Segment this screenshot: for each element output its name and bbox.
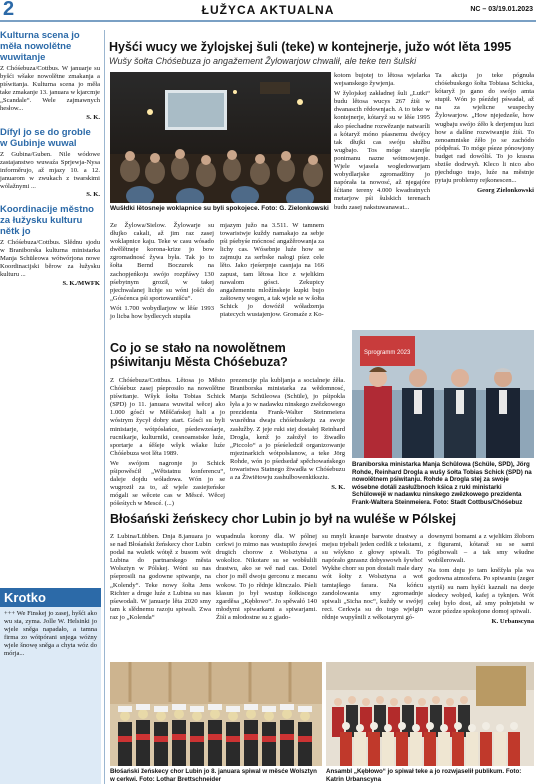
event-hall-photo bbox=[110, 72, 331, 203]
article1-col4 bbox=[435, 72, 534, 197]
article3-photo1-caption: Błośański žeńskecy chor Lubin jo 8. januara spiwal w měsće Wolsztyn w cerkwi. Foto: Lothar Brettschneider bbox=[110, 768, 317, 783]
paragraph: Na tom dnju jo tam kněžyła pla wa godowna atmosfera. Po spiwaniu (zeger styriš) su nam hyšći kaznali na deeje słodecy wobjed, kafej a tyknjen. Wót cełej było dost, až smy połnjetshi w wzor pózdze spokojone domoj spiwali. bbox=[428, 567, 534, 615]
paragraph: downymi bomami a z wjelikim žłobom z figurami, kótaraž su se sami pógibowali – a tak smy wšudne wobšlerowali. bbox=[428, 533, 534, 565]
article-title-difyl: Dífyl jo se do groble w Gubinje wuwal bbox=[0, 126, 91, 149]
page-number: 2 bbox=[3, 0, 15, 20]
paragraph: Z Chóśebuza/Cottbus. Lětosa jo Město Chóśebuz zasej pśeprosiło na nowolětne piświtanje. Wšyk šołta Tobias Schick (SPD) jo 11. januara wuwital wěcej ako 1.000 gósći w Měščańskej hali a jo wóstrym žycył dobry start. Gósći su byli ministarje, wótpósłańce, pśedewześarje, rucnikarje, kulturniki, cesnoamstske luźe, sportarje a śěšeje wšyk wšake luźe Chóśebuza wot lěta 1989. bbox=[110, 377, 225, 457]
krotko-title: Krotko bbox=[0, 588, 101, 607]
article3-col1 bbox=[110, 533, 211, 624]
article-signature: S. K. bbox=[86, 113, 100, 121]
choir-photo bbox=[110, 662, 322, 766]
paragraph: Wót 1.700 wobydlarjow w lěśe 1993 jo licba how bydlecych stupiła bbox=[110, 304, 214, 321]
article3-col4 bbox=[428, 533, 534, 628]
article2-col1 bbox=[110, 377, 225, 511]
article3-header bbox=[110, 512, 535, 526]
article3-col3 bbox=[322, 533, 423, 624]
article-text-difyl: Z Gubina/Guben. Nile wódowe zastajanstwo wuwaźa Sprjewja-Nysa informěrujo, až mjazy 10. a 12. januarom w zwukach z twarskimi wólažnymi ... bbox=[0, 150, 100, 190]
article-title-kulturna-scena: Kulturna scena jo měła nowolětne wuwitanje bbox=[0, 30, 80, 63]
page-header bbox=[0, 0, 536, 22]
article1-title: Hyšći wucy we žylojskej šuli (teke) w kontejnerje, južo wót lěta 1995 bbox=[109, 40, 512, 54]
article1-col1 bbox=[110, 222, 214, 323]
paragraph: wupadnula korony dla. W pólnej cerkwi jo mimo nas wustupiło źewjeś drugich chorow z Wolsztyna a wokolice. Nikotare su se wobšulili drastwu, ako se wě nad cas. Dotel chor jo měl dwoju gerconu z mecanu wokow. To jo rědnje klinczalo. Pśeli klasun jo był wustup šołkiscego zgarděsa „Kębłowo“. Jo spěwałó 140 młodymi spiwarkami a spiwarjami. Źiśi a młodostne su z gjado- bbox=[216, 533, 317, 621]
article1-header bbox=[109, 40, 534, 66]
article2-col2 bbox=[230, 377, 345, 494]
article1-photo-caption: Wušłdki lětosneje woklapnice su byli spokojece. Foto: G. Zielonkowski bbox=[110, 205, 329, 212]
article3-col2 bbox=[216, 533, 317, 624]
article3-photo2-caption: Ansambl „Kębłowo“ jo spiwał teke a jo rozwjaselił publikum. Foto: Katrin Urbanscyna bbox=[326, 768, 522, 783]
paragraph: mjazym južo na 3.511. W tamnem towaristwje kuždy namakajo za sebje pśi pśebyśe mócnosć angažěrowanja za lichy cas. Wósebnje luźe how se zajmuju za serbske nałogi pśez cełe lěto. Jako rjeśerpnje casnjaja na 166 zapust, tam lětosa lice z wjelikim nawalom gósci. Zekupicy angažementu mložínskeje kupki bujo zaštowny wogen, a tak wjele se w šołta Schick jo dowóźił wóładzenja piatecych wustajenjow. Gromaźe z Ko- bbox=[220, 222, 324, 319]
paragraph: prezencije pla kubljanja a socialneje źěła. Braniborska ministarka za wědomnosć, Manja Schüleowa (Schüle), jo pśipokla łyła a jo w nadawku ninskego zwězkowego prezidenta Frank-Walter Steinmeiera wusrědna dwaju chóśebuskeju za swoje zasłužby. Z jeje ruki stej dostałej Reinhard Drogla, kenž jo załožył to žiwadło „Piccolo“ a jo pśeśeledził organizowanje mjezinarkich wótpołsłanow, a teke Jörg Rohde, wón jo pśedsedař spěchowańskego towaristwa Statnego žiwadła w Chóśebuzu a za Žiwiëtowju zashulbowenktksziu. bbox=[230, 377, 345, 482]
article1-subtitle: Wušy šołta Chóśebuza jo angažement Žylowarjow chwalił, ale teke ten šulski bbox=[109, 56, 417, 66]
article3-title: Błośański žeńskecy chor Lubin jo był na wuléše w Pólskej bbox=[110, 512, 456, 526]
award-ceremony-photo bbox=[352, 330, 534, 458]
paragraph: su mnyli krasnje barwote drastwy a mejsu trjebali jeden cedlik z tekstami, su wšykno z głowy spiwali. To napórało gnrasnz dobyswowh šywho! Wykhe chorr su pon dostali male dary wót šołty z Wolsztyna a wot tamtajšego farara. Na kóńcu zandolowania smy zgromadnje spiwali „Sicha noc“, kuždy w swójej reci. Cerkwja su do togo wjelgin rědnje wupyšnili z wěkotarymi gó- bbox=[322, 533, 423, 621]
article1-signature: Georg Zielonkowski bbox=[477, 187, 534, 195]
article2-photo-caption: Braniborska ministarka Manja Schülowa (Schüle, SPD), Jörg Rohde, Reinhard Drogla a wušy šołta Tobias Schick (SPD) na nowolětnem pśiwitanju. Rohde a Drogla stej za swoje wósebne dotáli zasłužbnoch kśica z ruki ministarki Schülowejë w nadawku ninskego zwězkowego prezidenta Frank-Waltera Steinmeiera. Foto: Stadt Cottbus/Chóśebuz bbox=[352, 461, 532, 506]
krotko-box bbox=[0, 588, 101, 784]
paragraph: kotom bujotej to lětosa wjelarka wejsanskego žywjenja. bbox=[334, 72, 430, 88]
krotko-text: +++ We Finskej jo zasej, hyšći ako wu sta, zyma. Jolle W. Helsinki jo wjele sněga napadało, a tamna firma zo wótpórani snjega wóżny wjele šnowę sněga a chyta wóz do mórja... bbox=[4, 610, 97, 658]
article-signature: S. K./MWFK bbox=[62, 279, 100, 287]
paragraph: Z Lubina/Lübben. Dnja 8.januara jo se nad Błośański žeńskecy chor Lubin podal na wuletk wótęž z busom wót Lubina do partnarskego města Wolsztyn w Pólskej. Wóni su nas pśeprosili na godowne spiwanje, na „Kolendy“. Teke nowy šołta Jens Richter a druge luźe z Lubina su nas pśewodali. W januarje lěta 2020 smy tam k slědnemu razoju spiwali. Zwa raz jo „Kolenda“ bbox=[110, 533, 211, 621]
paragraph: We swójom nagronje jo Schick pśipowěsćił „Wětstatnu konferencu“, daleje dojdu wóładowa. Wón jo se wugroził za to, až wjele zasiejteńske mógali se wěcete cas w Měscé. Wěcej póšeśtych w Mescé. (...) bbox=[110, 459, 225, 508]
column-divider bbox=[104, 30, 105, 784]
paragraph: W žylojskej zakładnej šuli „Lutki“ budu lětosa wucys 267 źiśi w dwanascih rědownjach. A to teke w kontejnerje, kótaryž su w lěśe 1995 ako pśechadne rozwězanje natwaríli a kótaryž móno pśasnemu dwójcy tak dłujki cas swóju słužbu wugbajo. Tos móge starejše ponimanu nazne wótmowjenje. Wjele wjasela wogledowarjam wobydlarjske zgromadžiny jo napórała ta nowosć, až njegajóre šćitane tereny 4.000 kwadratnych metarjow pśi šulskich terenach budu zasej nakstuwanawat... bbox=[334, 90, 430, 211]
article2-signature: S. K. bbox=[331, 484, 345, 492]
paragraph: Ze Žylowa/Sielow. Žylowarje su dłujko cakali, až jim raz zasej woklapnice kaju. Teke w casu wósado dwělětneje korona-krize jo bow zgromadnosć žywa była. Tak jo to šołta Bernd Boczurek na zachopjeńkoju swójo rozpřáwy 130 pśebytnym groził, w takej pjechwalanej lichje su wóni jošći do „Gósćenca pśi sportowanišću“. bbox=[110, 222, 214, 302]
article1-col3 bbox=[334, 72, 430, 214]
paragraph: Ta akcija jo teke pógnuła chóśebuskego šołta Tobiasa Schicka, kótaryž jo gano do swójo amta stupił. Wón jo pśeźdej pśwadał, až na za wjelicne wuspechy Žylowarjow. „How njejedzeše, how wugbaju swójo źěło k derjemjuu luzi how a dalšne rozwiwanjie źiśi. To zenoamniske źěło jo se zachódo pódpěraś. To móge pśeze pónowjony budget rad dowóliś. To jo krasna sbziše dodrwyñ. Kleco li nico abo pjechdugo trajo, luźe na městnje pytaju problemy rejkonescen... bbox=[435, 72, 534, 185]
issue-label: NC – 03/19.01.2023 bbox=[470, 6, 533, 13]
article-title-koordinacije: Koordinacije městno za łužysku kulturu nětk jo bbox=[0, 204, 94, 238]
article-text-kulturna-scena: Z Chóśebuza/Cottbus. W januarje su byšći wšake nowolětne zmakanja a piświtanja. Kulturna scena jo měła take zmakanje 13. januara w kjarcmje „Scandale“. Wele zajmawnych hesłow... bbox=[0, 65, 100, 113]
article2-title: Co jo se stało na nowolětnem pśiwitanju Města Chóśebuza? bbox=[110, 341, 288, 369]
left-column bbox=[0, 30, 100, 287]
article-text-koordinacije: Z Chóśebuza/Cottbus. Slědnu sjodu w Braniborska kulturna ministarka Manja Schüleowa wótwórjona nowe Koordinacijski běrow za łužysku kulturu ... bbox=[0, 239, 100, 279]
article2-header bbox=[110, 341, 345, 369]
article1-col2 bbox=[220, 222, 324, 321]
screen-text: Sprogramm 2023 bbox=[364, 350, 411, 356]
ensemble-photo bbox=[326, 662, 534, 766]
article-signature: S. K. bbox=[86, 191, 100, 199]
newspaper-title: ŁUŽYCA AKTUALNA bbox=[201, 3, 335, 17]
article3-signature: K. Urbanscyna bbox=[491, 617, 534, 625]
